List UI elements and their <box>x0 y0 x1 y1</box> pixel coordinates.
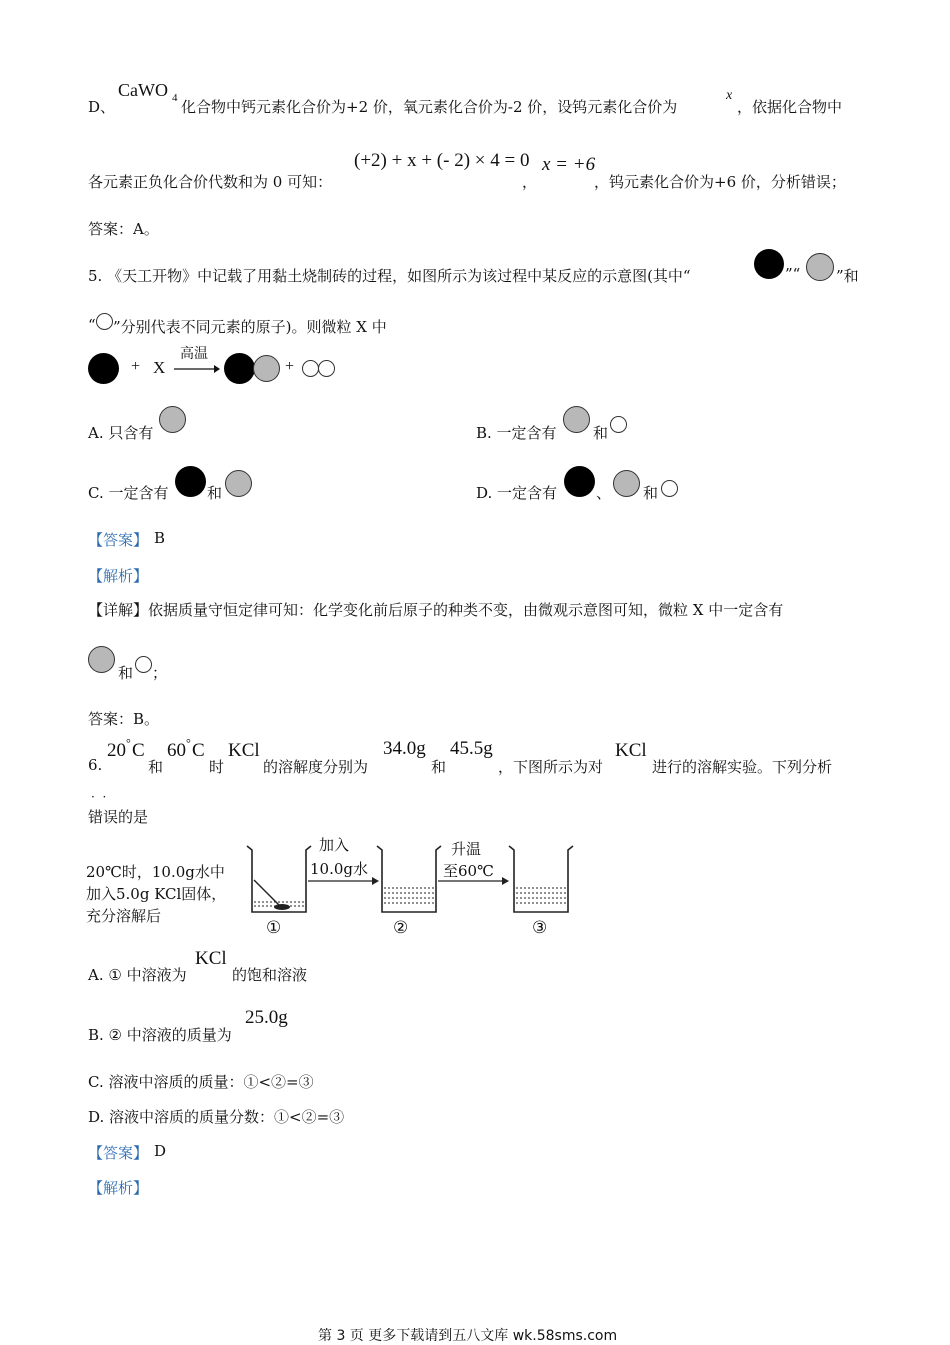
q4-text-1: 化合物中钙元素化合价为+2 价，氧元素化合价为-2 价，设钨元素化合价为 <box>181 98 678 116</box>
q6-option-d: D. 溶液中溶质的质量分数：①<②=③ <box>88 1108 345 1126</box>
reaction-x: X <box>153 358 166 377</box>
black-atom-icon <box>564 466 595 497</box>
q6-analysis-tag: 【解析】 <box>88 1179 149 1197</box>
gray-atom-icon <box>563 406 590 433</box>
q4-equation-2: x = +6 <box>542 154 596 175</box>
reaction-plus-2: + <box>285 358 295 375</box>
arrow-1-top-label: 加入 <box>319 836 350 854</box>
diagram-desc-line3: 充分溶解后 <box>86 907 162 925</box>
q5-stem-line1: 5. 《天工开物》中记载了用黏土烧制砖的过程，如图所示为该过程中某反应的示意图(其中“ <box>88 267 691 285</box>
beaker-2-label: ② <box>393 918 409 938</box>
q6-temp-60: 60 <box>167 740 186 761</box>
q6-number: 6. <box>88 756 103 774</box>
q4-text-2: ，依据化合物中 <box>737 98 843 116</box>
page-footer: 第 3 页 更多下载请到五八文库 wk.58sms.com <box>318 1328 618 1344</box>
gray-atom-icon <box>253 355 280 382</box>
white-atom-icon <box>318 360 335 377</box>
white-atom-icon <box>661 480 678 497</box>
q5-stem-line2-open: “ <box>88 316 96 334</box>
arrow-1-bottom-label: 10.0g水 <box>310 860 369 878</box>
white-atom-icon <box>135 656 152 673</box>
white-atom-icon <box>610 416 627 433</box>
reaction-arrow-icon <box>174 364 220 374</box>
q5-detail-end: ； <box>152 664 168 682</box>
q5-option-a: A. 只含有 <box>88 424 154 442</box>
q6-at: 时 <box>209 758 225 776</box>
q5-option-b-and: 和 <box>593 424 609 442</box>
q4-line2-text: 各元素正负化合价代数和为 0 可知： <box>88 173 333 191</box>
beaker-1-label: ① <box>266 918 282 938</box>
black-atom-icon <box>175 466 206 497</box>
q5-option-d-and: 和 <box>643 484 659 502</box>
q5-option-d: D. 一定含有 <box>476 484 558 502</box>
q4-var-x: x <box>726 88 733 103</box>
q5-answer-value: B <box>154 529 166 547</box>
black-atom-icon <box>88 353 119 384</box>
diagram-desc-line2: 加入5.0g KCl固体， <box>86 885 227 903</box>
q6-option-b: B. ② 中溶液的质量为 <box>88 1026 232 1044</box>
reaction-condition: 高温 <box>180 346 208 362</box>
q6-answer-value: D <box>154 1142 167 1160</box>
q5-reaction-diagram <box>88 348 348 388</box>
black-atom-icon <box>224 353 255 384</box>
white-atom-icon <box>96 313 113 330</box>
q6-solubility-text: 的溶解度分别为 <box>263 758 369 776</box>
q6-celsius-1: C <box>132 740 145 761</box>
q6-answer-tag: 【答案】 <box>88 1144 149 1162</box>
q5-detail-and: 和 <box>118 664 134 682</box>
gray-atom-icon <box>159 406 186 433</box>
q4-formula-subscript: 4 <box>172 92 178 104</box>
beaker-2-icon <box>374 842 442 916</box>
arrow-2-icon <box>438 876 510 886</box>
q6-option-a-end: 的饱和溶液 <box>232 966 308 984</box>
gray-atom-icon <box>225 470 252 497</box>
q6-and-2: 和 <box>431 758 447 776</box>
q6-temp-20: 20 <box>107 740 126 761</box>
q6-kcl-2: KCl <box>615 740 647 761</box>
black-atom-icon <box>754 249 784 279</box>
beaker-3-icon <box>506 842 574 916</box>
arrow-2-bottom-label: 至60℃ <box>443 862 494 880</box>
q6-option-a-kcl: KCl <box>195 948 227 969</box>
q6-degree-2: ° <box>186 736 191 750</box>
q6-celsius-2: C <box>192 740 205 761</box>
q4-option-d-prefix: D、 <box>88 98 116 116</box>
q5-analysis-tag: 【解析】 <box>88 567 149 585</box>
q4-equation-1: (+2) + x + (- 2) × 4 = 0 <box>354 150 530 171</box>
q6-option-a: A. ① 中溶液为 <box>88 966 187 984</box>
beaker-3-label: ③ <box>532 918 548 938</box>
gray-atom-icon <box>806 253 834 281</box>
q6-degree-1: ° <box>126 736 131 750</box>
q6-option-b-value: 25.0g <box>245 1007 288 1028</box>
q6-experiment-diagram <box>86 832 586 944</box>
reaction-plus-1: + <box>131 358 141 375</box>
q6-kcl-1: KCl <box>228 740 260 761</box>
q6-value-1: 34.0g <box>383 738 426 759</box>
q4-formula: CaWO <box>118 80 168 100</box>
q5-option-b: B. 一定含有 <box>476 424 557 442</box>
q5-option-d-sep: 、 <box>596 484 612 502</box>
arrow-1-icon <box>308 876 380 886</box>
gray-atom-icon <box>88 646 115 673</box>
q6-value-2: 45.5g <box>450 738 493 759</box>
white-atom-icon <box>302 360 319 377</box>
q4-line2-end: ，钨元素化合价为+6 价，分析错误； <box>594 173 846 191</box>
q5-detail: 【详解】依据质量守恒定律可知：化学变化前后原子的种类不变，由微观示意图可知，微粒 X 中一定含有 <box>88 601 784 619</box>
q5-quote-end: ”和 <box>836 267 859 285</box>
q4-comma: ， <box>522 173 538 191</box>
q5-quote-mid: ”“ <box>785 265 801 283</box>
arrow-2-top-label: 升温 <box>451 840 482 858</box>
q4-answer: 答案：A。 <box>88 220 159 238</box>
q6-line2: 错误的是 <box>88 808 149 826</box>
emphasis-dots: · · <box>91 790 107 804</box>
q5-answer: 答案：B。 <box>88 710 160 728</box>
q5-option-c-and: 和 <box>207 484 223 502</box>
q5-option-c: C. 一定含有 <box>88 484 169 502</box>
q6-option-c: C. 溶液中溶质的质量：①<②=③ <box>88 1073 314 1091</box>
q5-stem-line2: ”分别代表不同元素的原子)。则微粒 X 中 <box>113 318 387 336</box>
q6-text-3: ，下图所示为对 <box>498 758 604 776</box>
q6-text-4: 进行的溶解实验。下列分析 <box>652 758 833 776</box>
q6-and-1: 和 <box>148 758 164 776</box>
q5-answer-tag: 【答案】 <box>88 531 149 549</box>
gray-atom-icon <box>613 470 640 497</box>
beaker-1-icon <box>244 842 312 916</box>
diagram-desc-line1: 20℃时，10.0g水中 <box>86 863 225 881</box>
